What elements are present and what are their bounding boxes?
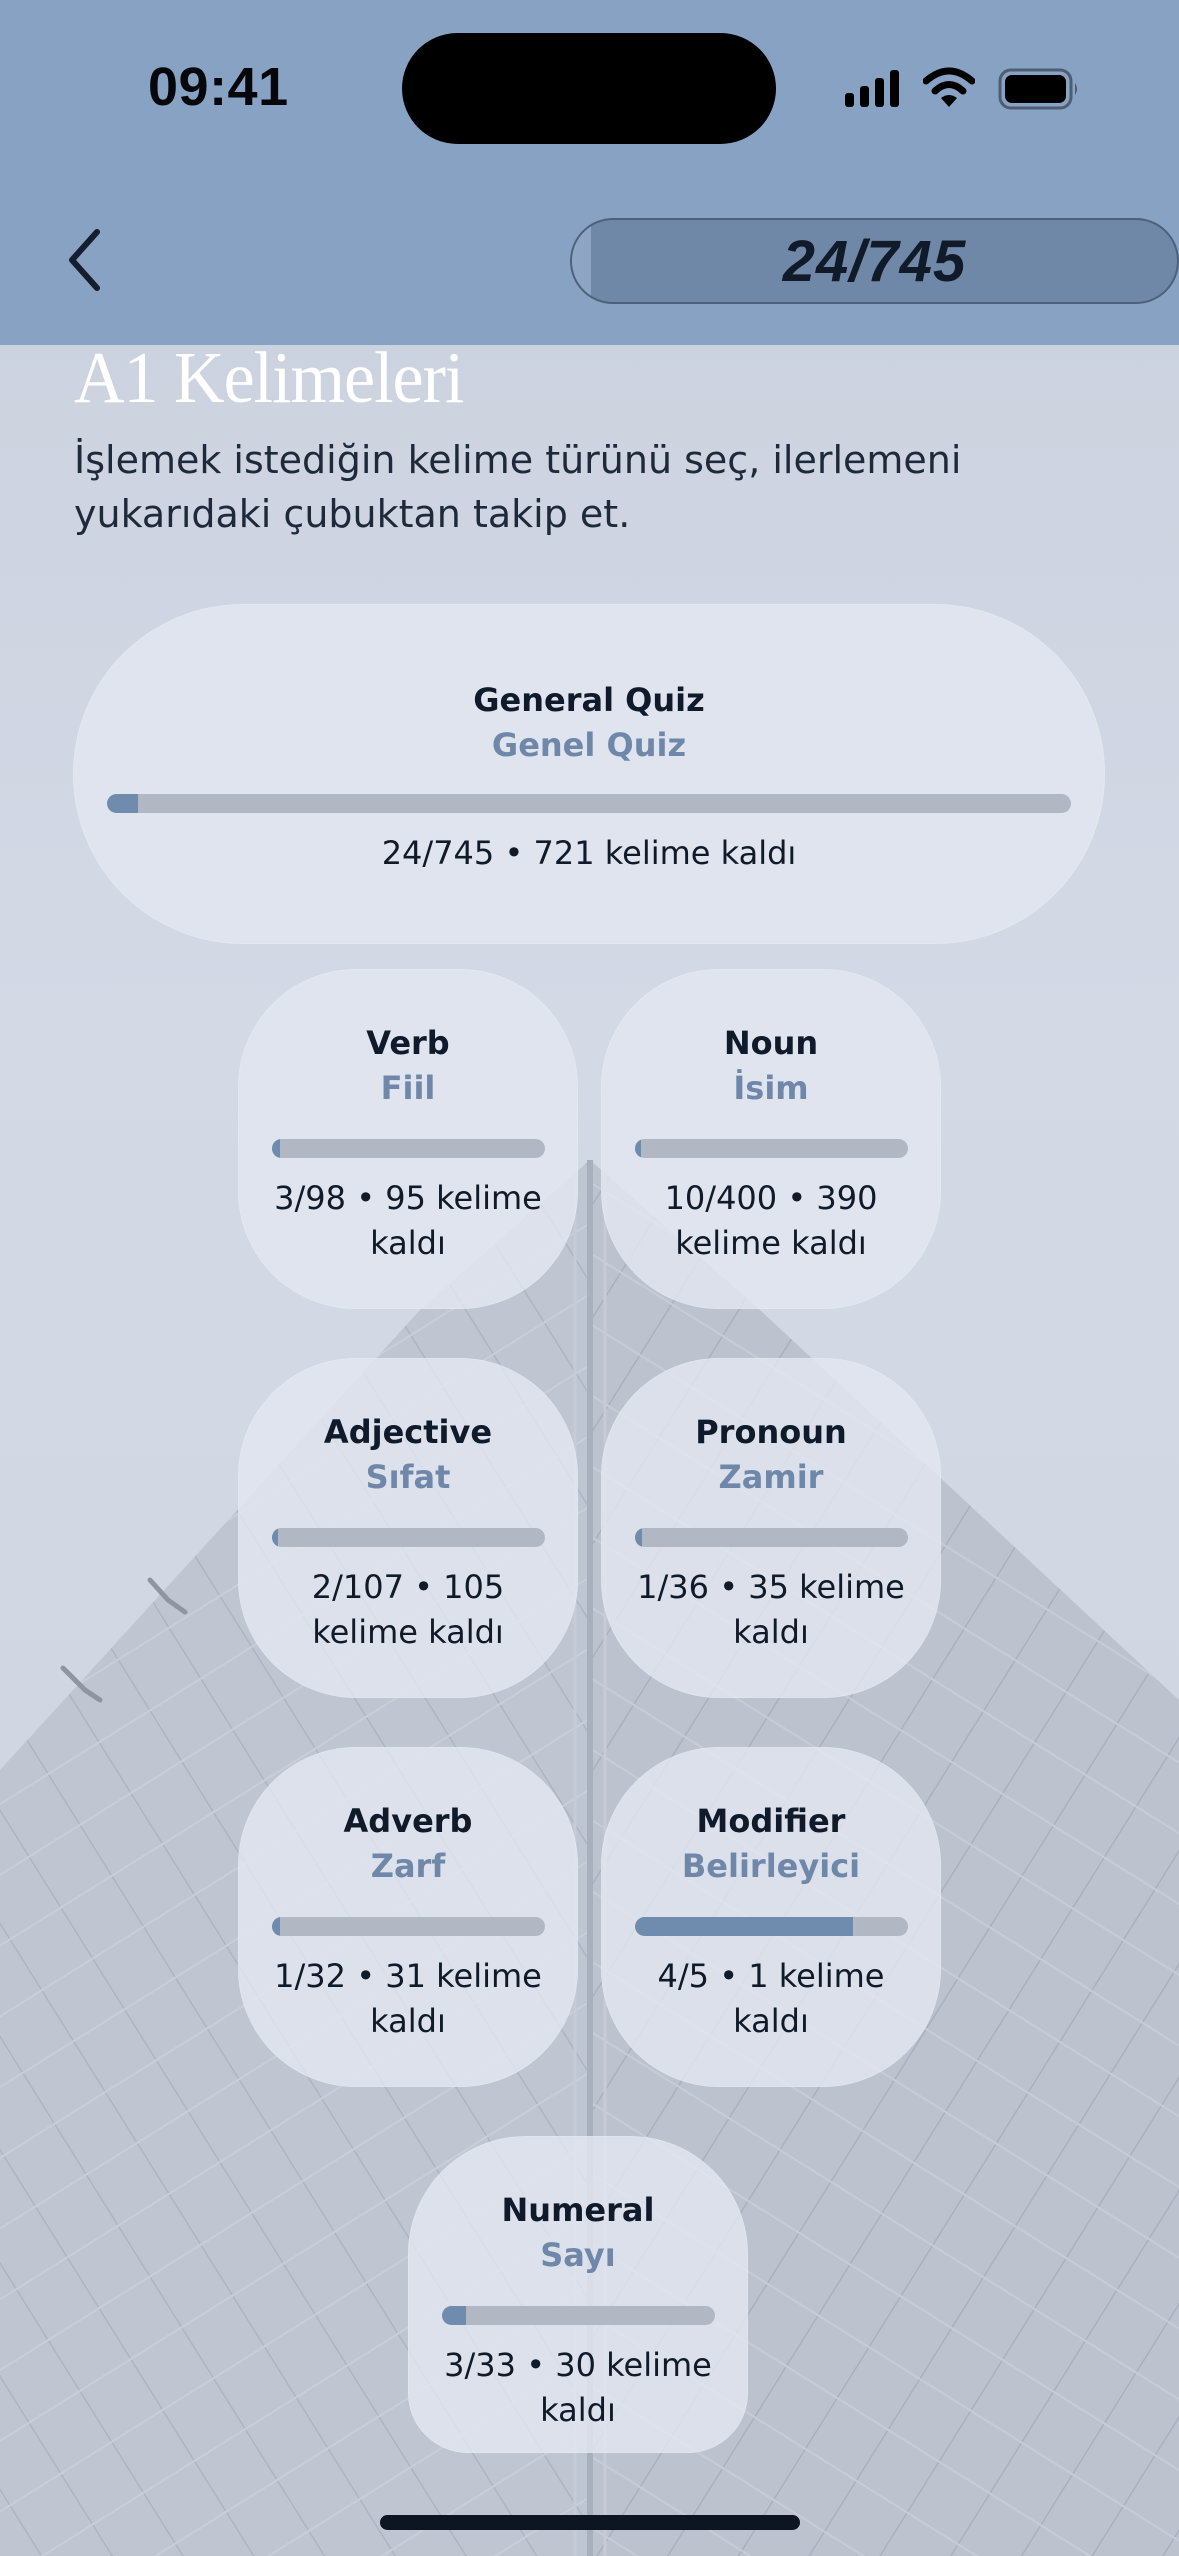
card-title: Pronoun [695,1413,847,1451]
progress-bar [635,1917,908,1936]
card-subtitle: Sıfat [365,1458,451,1496]
card-count: 24/745 • 721 kelime kaldı [381,834,797,872]
progress-bar-fill [635,1139,642,1158]
progress-bar [272,1139,545,1158]
card-subtitle: Fiil [380,1069,436,1107]
card-title: Verb [366,1024,450,1062]
chevron-left-icon [64,228,104,292]
card-count: 2/107 • 105 kelime kaldı [311,1568,505,1651]
card-subtitle: Sayı [540,2236,616,2274]
card-subtitle: Zarf [370,1847,446,1885]
overall-progress-fill [572,220,591,302]
home-indicator [380,2515,800,2530]
page-title-clip [0,345,1179,413]
card-count: 4/5 • 1 kelime kaldı [657,1957,885,2040]
card-count: 1/36 • 35 kelime kaldı [637,1568,905,1651]
progress-bar [107,794,1071,813]
card-title: Modifier [696,1802,846,1840]
wifi-icon [923,67,975,111]
card-subtitle: Belirleyici [681,1847,861,1885]
progress-bar-fill [442,2306,467,2325]
card-title: Adjective [323,1413,493,1451]
progress-bar-fill [635,1917,853,1936]
progress-bar-fill [635,1528,643,1547]
category-card-modifier[interactable] [601,1747,941,2087]
card-title: Numeral [501,2191,655,2229]
general-quiz-card[interactable] [73,604,1105,944]
card-count: 1/32 • 31 kelime kaldı [274,1957,542,2040]
card-title: Adverb [343,1802,473,1840]
progress-bar-fill [107,794,138,813]
category-card-verb[interactable] [238,969,578,1309]
page-subtitle: İşlemek istediğin kelime türünü seç, ilerlemeni yukarıdaki çubuktan takip et. [74,438,962,536]
progress-bar [635,1139,908,1158]
card-subtitle: İsim [733,1069,809,1107]
card-count: 3/98 • 95 kelime kaldı [274,1179,542,1262]
category-card-pronoun[interactable] [601,1358,941,1698]
dynamic-island [402,33,776,144]
category-card-adjective[interactable] [238,1358,578,1698]
card-title: Noun [723,1024,819,1062]
progress-bar-fill [272,1917,280,1936]
progress-bar [272,1528,545,1547]
progress-bar [272,1917,545,1936]
battery-icon [998,67,1080,111]
card-count: 10/400 • 390 kelime kaldı [664,1179,878,1262]
card-subtitle: Genel Quiz [491,726,687,764]
overall-progress-pill [570,218,1179,304]
progress-bar-fill [272,1139,280,1158]
category-card-adverb[interactable] [238,1747,578,2087]
page-title: A1 Kelimeleri [74,345,464,413]
category-card-numeral[interactable] [408,2136,748,2453]
back-button[interactable] [54,225,114,295]
status-time: 09:41 [148,57,289,117]
overall-progress-label: 24/745 [782,228,967,294]
cellular-signal-icon [843,67,903,111]
category-card-noun[interactable] [601,969,941,1309]
progress-bar [442,2306,715,2325]
card-title: General Quiz [473,681,705,719]
progress-bar-fill [272,1528,279,1547]
card-subtitle: Zamir [718,1458,824,1496]
top-bar [0,0,1179,345]
progress-bar [635,1528,908,1547]
card-count: 3/33 • 30 kelime kaldı [444,2346,712,2429]
